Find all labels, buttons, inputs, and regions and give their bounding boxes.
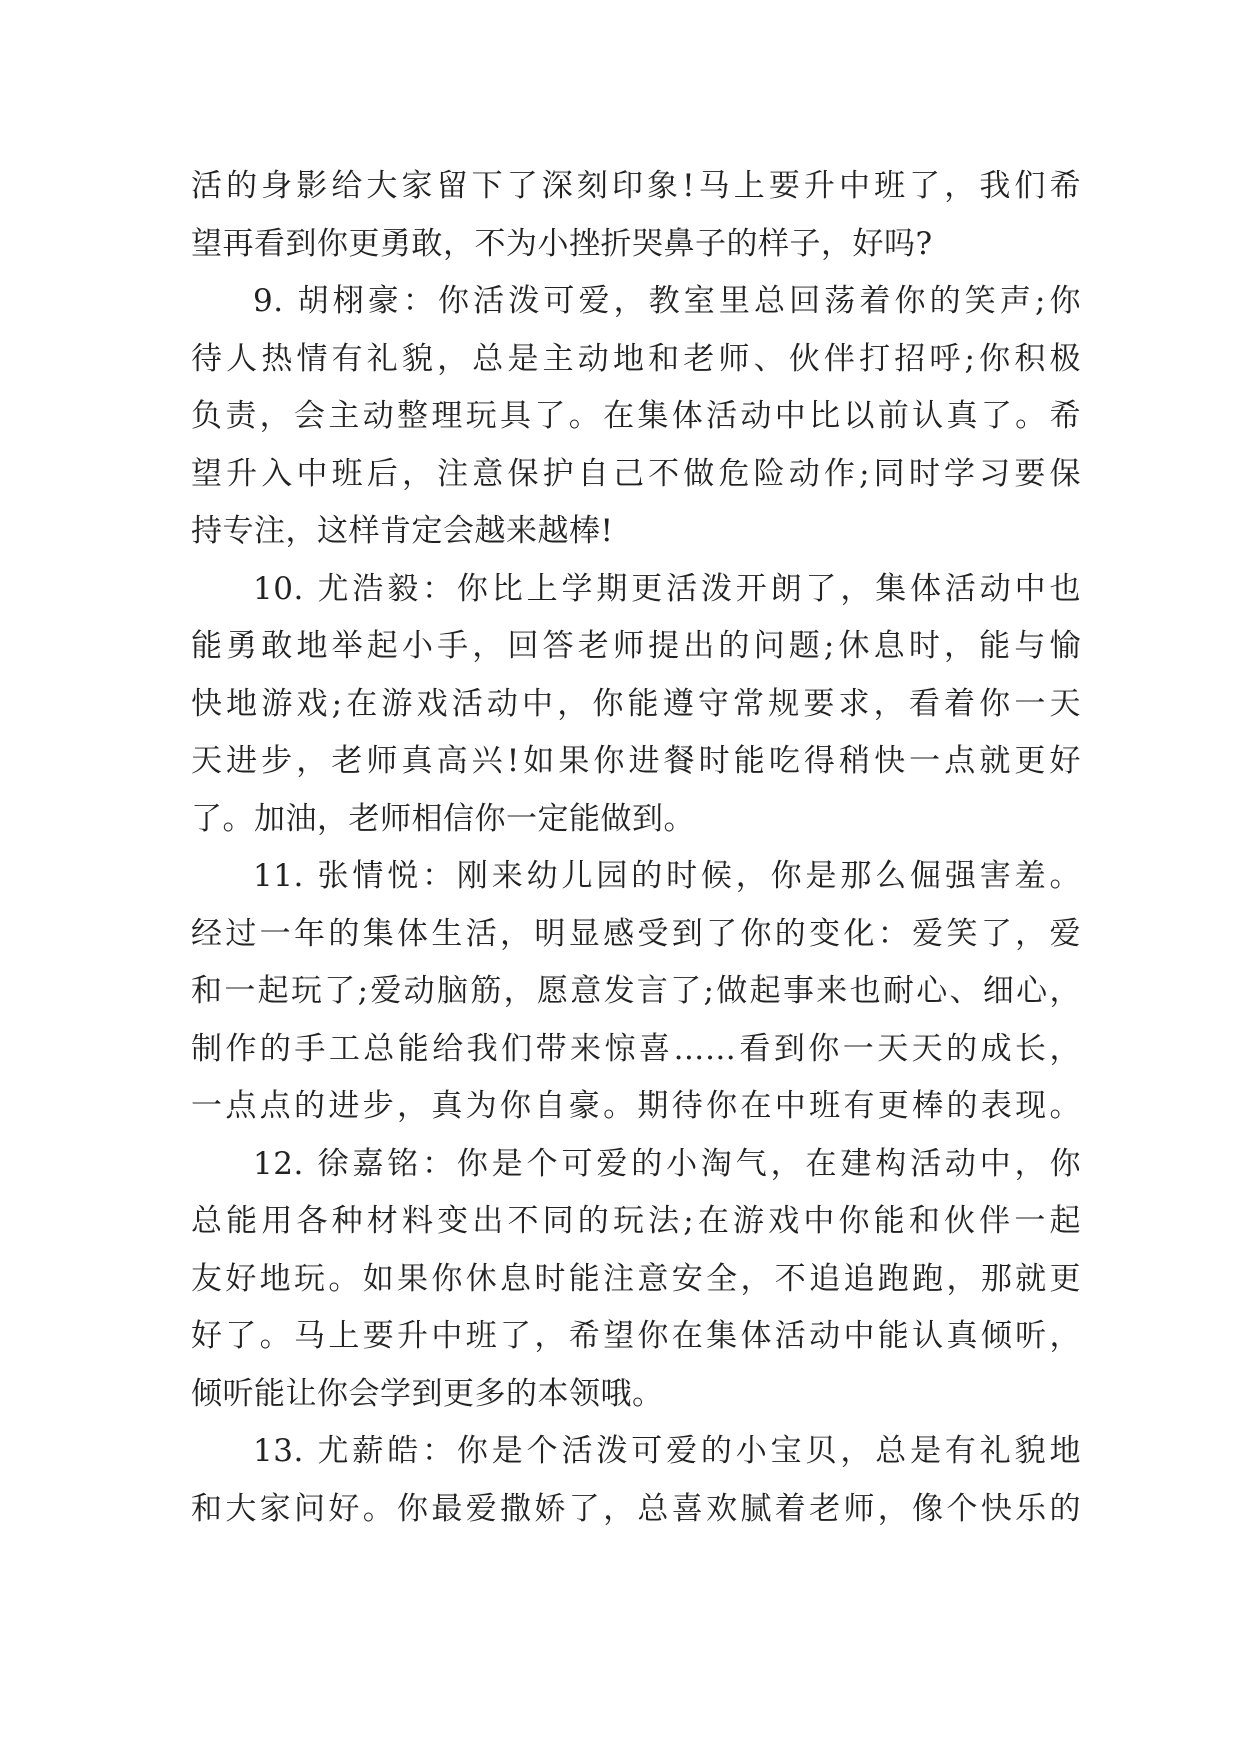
text-line: 一点点的进步，真为你自豪。期待你在中班有更棒的表现。 xyxy=(191,1088,1081,1124)
text-line: 待人热情有礼貌，总是主动地和老师、伙伴打招呼;你积极 xyxy=(191,340,1081,377)
text-line: 负责，会主动整理玩具了。在集体活动中比以前认真了。希 xyxy=(191,398,1081,434)
text-line: 经过一年的集体生活，明显感受到了你的变化：爱笑了，爱 xyxy=(191,915,1081,952)
paragraph-first-line: 13. 尤薪皓：你是个活泼可爱的小宝贝，总是有礼貌地 xyxy=(253,1433,1081,1469)
text-line: 持专注，这样肯定会越来越棒! xyxy=(191,513,614,549)
paragraph-first-line: 10. 尤浩毅：你比上学期更活泼开朗了，集体活动中也 xyxy=(253,570,1081,607)
paragraph-first-line: 9. 胡栩豪：你活泼可爱，教室里总回荡着你的笑声;你 xyxy=(253,283,1081,319)
text-line: 制作的手工总能给我们带来惊喜……看到你一天天的成长， xyxy=(191,1030,1081,1067)
text-line: 和一起玩了;爱动脑筋，愿意发言了;做起事来也耐心、细心， xyxy=(191,973,1081,1009)
text-line: 望升入中班后，注意保护自己不做危险动作;同时学习要保 xyxy=(191,455,1081,492)
text-line: 快地游戏;在游戏活动中，你能遵守常规要求，看着你一天 xyxy=(191,685,1081,722)
document-body xyxy=(191,158,1081,1538)
text-line: 活的身影给大家留下了深刻印象!马上要升中班了，我们希 xyxy=(191,168,1081,204)
text-line: 总能用各种材料变出不同的玩法;在游戏中你能和伙伴一起 xyxy=(191,1203,1081,1239)
text-line: 天进步，老师真高兴!如果你进餐时能吃得稍快一点就更好 xyxy=(191,743,1081,779)
text-line: 望再看到你更勇敢，不为小挫折哭鼻子的样子，好吗? xyxy=(191,225,933,262)
text-line: 友好地玩。如果你休息时能注意安全，不追追跑跑，那就更 xyxy=(191,1260,1081,1297)
paragraph-first-line: 11. 张情悦：刚来幼儿园的时候，你是那么倔强害羞。 xyxy=(253,858,1081,894)
text-line: 好了。马上要升中班了，希望你在集体活动中能认真倾听， xyxy=(191,1318,1081,1354)
text-line: 和大家问好。你最爱撒娇了，总喜欢腻着老师，像个快乐的 xyxy=(191,1490,1081,1527)
text-line: 能勇敢地举起小手，回答老师提出的问题;休息时，能与愉 xyxy=(191,628,1081,664)
text-line: 倾听能让你会学到更多的本领哦。 xyxy=(191,1375,664,1412)
paragraph-first-line: 12. 徐嘉铭：你是个可爱的小淘气，在建构活动中，你 xyxy=(253,1145,1081,1182)
text-line: 了。加油，老师相信你一定能做到。 xyxy=(191,800,695,837)
